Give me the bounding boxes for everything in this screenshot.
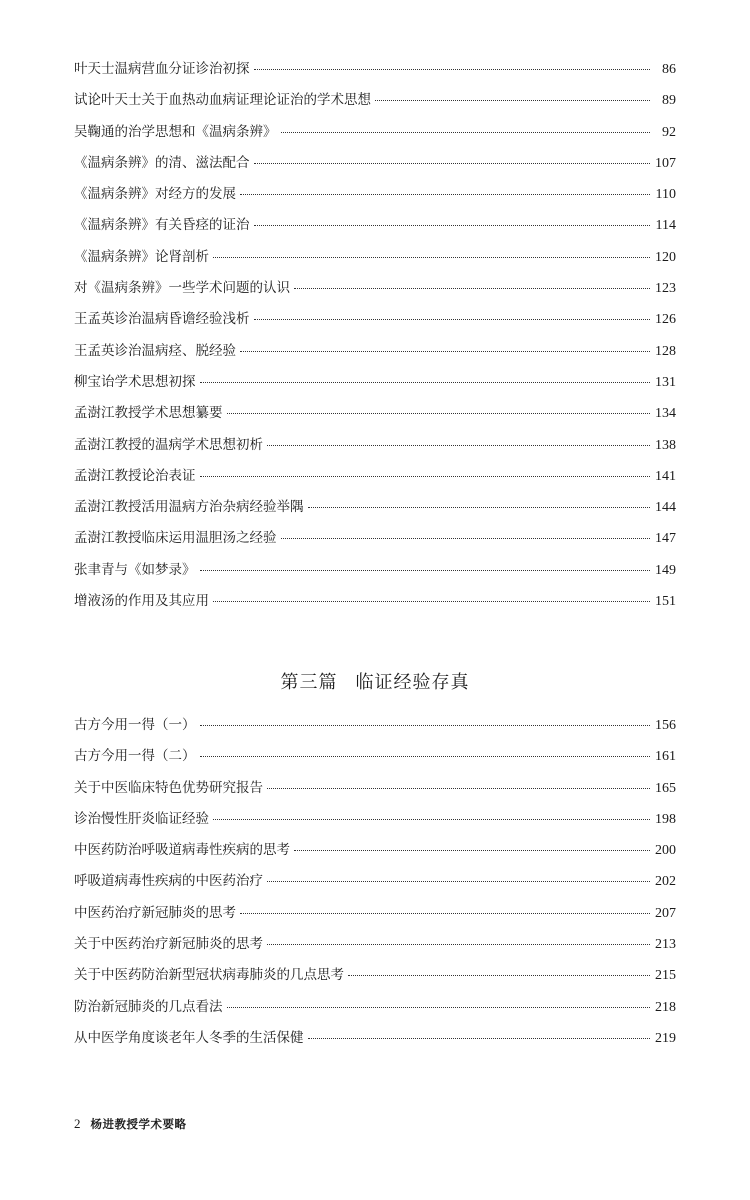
toc-entry-page-number: 219 xyxy=(655,1030,676,1046)
toc-entry xyxy=(74,219,676,250)
toc-dot-leader xyxy=(375,100,650,101)
toc-entry xyxy=(74,810,676,844)
toc-entry-page-number: 107 xyxy=(655,155,676,171)
toc-entry-title: 吴鞠通的治学思想和《温病条辨》 xyxy=(74,123,277,140)
toc-entry xyxy=(74,501,676,532)
toc-entry xyxy=(74,467,676,501)
section-part-label: 第三篇 xyxy=(280,672,338,693)
toc-dot-leader xyxy=(200,382,651,383)
footer-page-number: 2 xyxy=(74,1116,81,1131)
toc-entry-title: 王孟英诊治温病痉、脱经验 xyxy=(74,342,236,359)
toc-list-part-three xyxy=(74,719,676,1063)
toc-entry-title: 叶天士温病营血分证诊治初探 xyxy=(74,61,250,77)
toc-dot-leader xyxy=(200,476,651,477)
toc-entry-title: 张聿青与《如梦录》 xyxy=(74,561,196,578)
toc-dot-leader xyxy=(267,445,650,446)
toc-entry-title: 从中医学角度谈老年人冬季的生活保健 xyxy=(74,1029,304,1046)
toc-entry-page-number: 156 xyxy=(655,718,676,733)
toc-dot-leader xyxy=(200,725,651,726)
toc-entry xyxy=(74,875,676,906)
toc-dot-leader xyxy=(267,881,650,882)
toc-entry-page-number: 213 xyxy=(655,937,676,953)
toc-entry-title: 中医药治疗新冠肺炎的思考 xyxy=(74,904,236,921)
toc-entry-title: 呼吸道病毒性疾病的中医药治疗 xyxy=(74,873,263,890)
toc-entry xyxy=(74,561,676,595)
toc-entry-page-number: 131 xyxy=(655,374,676,390)
toc-entry xyxy=(74,779,676,813)
toc-dot-leader xyxy=(213,257,650,258)
toc-entry xyxy=(74,532,676,563)
toc-dot-leader xyxy=(240,194,650,195)
toc-entry-title: 孟澍江教授的温病学术思想初析 xyxy=(74,436,263,453)
page-footer xyxy=(74,1116,187,1132)
toc-dot-leader xyxy=(308,507,651,508)
toc-entry-title: 关于中医药防治新型冠状病毒肺炎的几点思考 xyxy=(74,967,344,984)
toc-entry-page-number: 141 xyxy=(655,468,676,484)
toc-entry-page-number: 165 xyxy=(655,780,676,796)
toc-list-part-two xyxy=(74,63,676,626)
toc-entry-page-number: 89 xyxy=(662,93,676,109)
toc-entry-page-number: 134 xyxy=(655,406,676,422)
toc-entry-title: 中医药防治呼吸道病毒性疾病的思考 xyxy=(74,842,290,859)
toc-dot-leader xyxy=(227,413,651,414)
section-heading xyxy=(0,668,750,694)
toc-entry-title: 孟澍江教授学术思想纂要 xyxy=(74,405,223,422)
toc-entry xyxy=(74,750,676,781)
toc-entry xyxy=(74,63,676,94)
toc-dot-leader xyxy=(254,163,651,164)
toc-dot-leader xyxy=(308,1038,651,1039)
toc-entry-title: 孟澍江教授临床运用温胆汤之经验 xyxy=(74,530,277,547)
toc-dot-leader xyxy=(281,132,651,133)
toc-entry xyxy=(74,719,676,750)
toc-dot-leader xyxy=(227,1007,651,1008)
toc-dot-leader xyxy=(200,570,651,571)
toc-dot-leader xyxy=(254,69,651,70)
toc-entry-page-number: 110 xyxy=(655,187,676,203)
toc-entry-page-number: 215 xyxy=(655,968,676,984)
toc-entry xyxy=(74,188,676,219)
toc-entry-page-number: 114 xyxy=(655,218,676,234)
toc-entry-title: 对《温病条辨》一些学术问题的认识 xyxy=(74,280,290,297)
toc-entry-page-number: 86 xyxy=(662,62,676,77)
toc-entry xyxy=(74,969,676,1000)
toc-entry xyxy=(74,373,676,407)
toc-entry-title: 《温病条辨》对经方的发展 xyxy=(74,186,236,203)
toc-dot-leader xyxy=(267,788,650,789)
toc-entry-page-number: 138 xyxy=(655,437,676,453)
toc-entry xyxy=(74,436,676,470)
toc-entry xyxy=(74,998,676,1032)
toc-entry-page-number: 198 xyxy=(655,811,676,827)
toc-entry-page-number: 207 xyxy=(655,905,676,921)
toc-entry-page-number: 126 xyxy=(655,312,676,328)
footer-book-title: 杨进教授学术要略 xyxy=(90,1117,187,1131)
toc-dot-leader xyxy=(294,850,650,851)
toc-entry xyxy=(74,938,676,969)
toc-entry xyxy=(74,342,676,376)
toc-dot-leader xyxy=(213,819,650,820)
toc-entry-title: 柳宝诒学术思想初探 xyxy=(74,373,196,390)
toc-entry-title: 孟澍江教授论治表证 xyxy=(74,467,196,484)
toc-entry-page-number: 123 xyxy=(655,281,676,297)
toc-entry-title: 王孟英诊治温病昏谵经验浅析 xyxy=(74,311,250,328)
toc-entry xyxy=(74,123,676,157)
toc-entry-page-number: 128 xyxy=(655,343,676,359)
toc-dot-leader xyxy=(240,351,650,352)
toc-entry-title: 诊治慢性肝炎临证经验 xyxy=(74,810,209,827)
toc-entry xyxy=(74,313,676,344)
toc-entry-title: 孟澍江教授活用温病方治杂病经验举隅 xyxy=(74,499,304,516)
toc-entry-title: 增液汤的作用及其应用 xyxy=(74,593,209,610)
toc-entry xyxy=(74,154,676,188)
toc-entry-page-number: 92 xyxy=(662,124,676,140)
toc-entry-title: 试论叶天士关于血热动血病证理论证治的学术思想 xyxy=(74,92,371,109)
toc-dot-leader xyxy=(254,225,651,226)
toc-entry-page-number: 218 xyxy=(655,999,676,1015)
section-name: 临证经验存真 xyxy=(355,672,470,693)
toc-entry xyxy=(74,844,676,875)
toc-entry-page-number: 202 xyxy=(655,874,676,890)
toc-entry-title: 《温病条辨》有关昏痉的证治 xyxy=(74,217,250,234)
toc-entry-title: 关于中医临床特色优势研究报告 xyxy=(74,779,263,796)
toc-dot-leader xyxy=(200,756,651,757)
toc-entry-title: 古方今用一得（二） xyxy=(74,748,196,765)
toc-entry xyxy=(74,282,676,313)
toc-entry-title: 防治新冠肺炎的几点看法 xyxy=(74,998,223,1015)
toc-entry xyxy=(74,94,676,125)
toc-entry xyxy=(74,904,676,938)
toc-entry-page-number: 161 xyxy=(655,749,676,765)
toc-entry-page-number: 149 xyxy=(655,562,676,578)
toc-entry xyxy=(74,595,676,626)
toc-entry-page-number: 147 xyxy=(655,531,676,547)
toc-dot-leader xyxy=(348,975,650,976)
toc-entry-title: 关于中医药治疗新冠肺炎的思考 xyxy=(74,936,263,953)
toc-dot-leader xyxy=(254,319,651,320)
toc-entry-page-number: 151 xyxy=(655,594,676,610)
toc-dot-leader xyxy=(294,288,650,289)
toc-entry-title: 《温病条辨》的清、滋法配合 xyxy=(74,154,250,171)
toc-entry-page-number: 144 xyxy=(655,500,676,516)
toc-entry-page-number: 120 xyxy=(655,249,676,265)
toc-dot-leader xyxy=(267,944,650,945)
toc-entry xyxy=(74,248,676,282)
toc-dot-leader xyxy=(213,601,650,602)
toc-dot-leader xyxy=(240,913,650,914)
toc-entry-title: 古方今用一得（一） xyxy=(74,717,196,733)
toc-entry-page-number: 200 xyxy=(655,843,676,859)
toc-dot-leader xyxy=(281,538,651,539)
toc-entry xyxy=(74,1029,676,1063)
toc-entry-title: 《温病条辨》论肾剖析 xyxy=(74,248,209,265)
toc-entry xyxy=(74,407,676,438)
